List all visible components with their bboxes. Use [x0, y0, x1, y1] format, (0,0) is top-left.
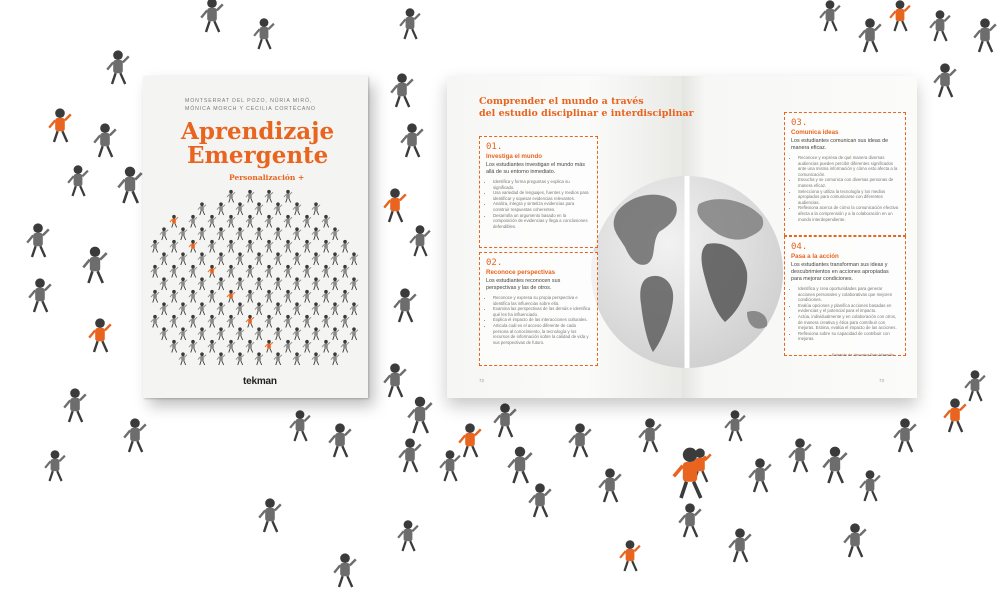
child-figure: [620, 540, 640, 571]
box-3-number: 03.: [791, 118, 808, 128]
cover-child-figure: [217, 352, 225, 365]
cover-child-figure: [312, 277, 320, 290]
cover-child-figure: [284, 265, 292, 278]
box-4-number: 04.: [791, 242, 808, 252]
cover-child-figure: [160, 252, 168, 265]
cover-child-figure: [170, 315, 178, 328]
child-figure: [334, 553, 356, 587]
box-1-item: • Identifica y forma preguntas y explica su significado.: [493, 179, 591, 190]
cover-child-figure: [170, 240, 178, 253]
cover-title-line-2: Emergente: [187, 142, 329, 169]
publisher-logo: tekman: [243, 376, 277, 387]
child-figure: [789, 438, 811, 472]
child-figure: [384, 188, 406, 222]
cover-child-figure: [341, 315, 349, 328]
cover-child-figure: [208, 290, 216, 303]
child-figure: [399, 438, 421, 472]
child-figure: [965, 370, 985, 401]
cover-child-figure: [265, 265, 273, 278]
cover-child-figure: [331, 227, 339, 240]
cover-child-figure: [179, 327, 187, 340]
child-figure: [45, 450, 65, 481]
cover-child-figure: [160, 327, 168, 340]
cover-child-figure: [179, 252, 187, 265]
cover-child-figure: [331, 327, 339, 340]
cover-child-figure: [198, 352, 206, 365]
box-1-number: 01.: [486, 142, 503, 152]
cover-child-figure: [189, 290, 197, 303]
cover-child-figure: [227, 290, 235, 303]
child-figure: [201, 0, 223, 32]
cover-child-figure: [312, 252, 320, 265]
cover-child-figure: [284, 315, 292, 328]
cover-child-figure: [322, 315, 330, 328]
cover-child-figure: [255, 227, 263, 240]
box-4-item: • Actúa, individualmente y en colaboración con otros, de manera creativa y ética para contribuir con mejoras. Estima, evalúa el impacto de las acciones.: [798, 314, 899, 331]
cover-child-figure: [236, 327, 244, 340]
box-2-list: [486, 295, 591, 345]
cover-child-figure: [208, 315, 216, 328]
open-book-spread: [447, 76, 917, 398]
spread-heading-line-1: Comprender el mundo a través: [479, 96, 644, 107]
cover-child-figure: [274, 302, 282, 315]
cover-child-figure: [227, 315, 235, 328]
cover-child-figure: [189, 340, 197, 353]
child-figure: [860, 470, 880, 501]
child-figure: [494, 403, 516, 437]
cover-child-figure: [208, 340, 216, 353]
cover-child-figure: [284, 340, 292, 353]
cover-child-figure: [293, 327, 301, 340]
child-figure: [459, 423, 481, 457]
cover-child-figure: [208, 215, 216, 228]
cover-child-figure: [246, 315, 254, 328]
cover-child-figure: [189, 315, 197, 328]
child-figure: [290, 410, 310, 441]
cover-child-figure: [303, 215, 311, 228]
child-figure: [844, 523, 866, 557]
cover-child-figure: [341, 265, 349, 278]
cover-child-figure: [274, 252, 282, 265]
cover-child-figure: [227, 190, 235, 203]
child-figure: [749, 458, 771, 492]
child-figure: [68, 165, 88, 196]
cover-child-figure: [322, 215, 330, 228]
cover-child-figure: [293, 352, 301, 365]
cover-child-figure: [341, 290, 349, 303]
cover-child-figure: [189, 265, 197, 278]
child-figure: [508, 447, 531, 483]
box-2-item: • Reconoce y expresa su propia perspectiva e identifica las influencias sobre ella.: [493, 295, 591, 306]
box-4-intro: Los estudiantes transforman sus ideas y descubrimientos en acciones apropiadas para mejorar condiciones.: [791, 262, 889, 282]
cover-child-figure: [217, 302, 225, 315]
cover-child-figure: [341, 340, 349, 353]
child-figure: [934, 63, 956, 97]
cover-child-figure: [198, 202, 206, 215]
box-1-intro: Los estudiantes investigan el mundo más allá de su entorno inmediato.: [486, 162, 585, 175]
child-figure: [29, 278, 51, 312]
cover-child-figure: [236, 227, 244, 240]
box-1-title: Investiga el mundo: [486, 153, 543, 160]
competence-box-1: [479, 136, 598, 248]
competence-box-4: [784, 236, 906, 356]
cover-child-figure: [151, 315, 159, 328]
cover-child-figure: [322, 290, 330, 303]
child-figure: [729, 528, 751, 562]
cover-child-figure: [265, 315, 273, 328]
cover-child-figure: [246, 265, 254, 278]
child-figure: [27, 223, 49, 257]
cover-title: [181, 120, 334, 168]
cover-child-figure: [151, 265, 159, 278]
child-figure: [408, 397, 431, 433]
source-credit: Extraído de Veronica Boix Mansilla: [832, 352, 894, 357]
cover-child-figure: [217, 327, 225, 340]
cover-child-figure: [227, 340, 235, 353]
cover-child-figure: [160, 277, 168, 290]
cover-child-figure: [236, 252, 244, 265]
box-2-title: Reconoce perspectivas: [486, 269, 556, 276]
box-3-item: • Selecciona y utiliza la tecnología y los medios apropiados para comunicarse con diferentes audiencias.: [798, 189, 899, 206]
cover-child-figure: [331, 352, 339, 365]
child-figure: [391, 73, 413, 107]
child-figure: [124, 418, 146, 452]
box-4-list: [791, 286, 899, 342]
cover-child-figure: [303, 265, 311, 278]
cover-child-figure: [170, 340, 178, 353]
cover-subtitle: Personalización +: [229, 173, 305, 182]
cover-child-figure: [217, 252, 225, 265]
child-figure: [254, 18, 274, 49]
child-figure: [329, 423, 351, 457]
cover-child-figure: [331, 277, 339, 290]
cover-child-figure: [293, 252, 301, 265]
cover-child-figure: [341, 240, 349, 253]
box-3-list: [791, 155, 899, 222]
cover-child-figure: [274, 352, 282, 365]
child-figure: [394, 288, 416, 322]
cover-child-figure: [350, 302, 358, 315]
competence-box-2: [479, 252, 598, 366]
box-3-title: Comunica ideas: [791, 129, 839, 136]
cover-child-figure: [217, 202, 225, 215]
cover-child-figure: [170, 290, 178, 303]
child-figure: [400, 8, 420, 39]
cover-child-figure: [350, 252, 358, 265]
cover-child-figure: [198, 252, 206, 265]
child-figure: [725, 410, 745, 441]
box-3-intro: Los estudiantes comunican sus ideas de manera eficaz.: [791, 138, 889, 151]
spread-heading: [479, 96, 699, 120]
cover-child-figure: [189, 215, 197, 228]
cover-child-figure: [274, 277, 282, 290]
cover-child-figure: [198, 302, 206, 315]
cover-child-figure: [179, 227, 187, 240]
cover-child-figure: [246, 340, 254, 353]
cover-child-figure: [274, 227, 282, 240]
cover-child-figure: [236, 277, 244, 290]
cover-child-figure: [246, 215, 254, 228]
cover-child-figure: [303, 240, 311, 253]
child-figure: [410, 225, 430, 256]
cover-child-figure: [293, 227, 301, 240]
cover-child-figure: [179, 302, 187, 315]
child-figure: [94, 123, 116, 157]
cover-child-figure: [265, 190, 273, 203]
cover-child-figure: [293, 202, 301, 215]
cover-child-figure: [350, 327, 358, 340]
child-figure: [974, 18, 996, 52]
box-2-item: • Examina las perspectivas de las demás e identifica qué les ha influenciado.: [493, 306, 591, 317]
cover-child-figure: [246, 240, 254, 253]
child-figure: [118, 167, 141, 203]
cover-child-figure: [160, 302, 168, 315]
cover-child-figure: [227, 265, 235, 278]
cover-child-figure: [265, 290, 273, 303]
child-figure: [259, 498, 281, 532]
cover-child-figure: [255, 302, 263, 315]
cover-child-figure: [189, 240, 197, 253]
cover-child-figure: [303, 315, 311, 328]
cover-child-figure: [284, 290, 292, 303]
child-figure: [83, 247, 106, 283]
cover-child-figure: [312, 327, 320, 340]
box-2-number: 02.: [486, 258, 503, 268]
child-figure: [823, 447, 846, 483]
box-3-item: • Escucha y se comunica con diversas personas de manera eficaz.: [798, 177, 899, 188]
cover-child-figure: [208, 240, 216, 253]
child-figure: [64, 388, 86, 422]
cover-child-figure: [274, 202, 282, 215]
cover-child-figure: [284, 240, 292, 253]
cover-child-figure: [179, 352, 187, 365]
cover-child-figure: [160, 227, 168, 240]
child-figure: [639, 418, 661, 452]
child-figure: [679, 503, 701, 537]
competence-box-3: [784, 112, 906, 236]
cover-child-figure: [303, 340, 311, 353]
cover-child-figure: [217, 227, 225, 240]
box-3-item: • Reflexiona acerca de cómo la comunicación efectiva afecta a la comprensión y a la colaboración en un mundo interdependiente.: [798, 205, 899, 222]
cover-child-figure: [151, 290, 159, 303]
cover-child-figure: [246, 290, 254, 303]
child-figure: [859, 18, 881, 52]
cover-authors: [185, 97, 355, 113]
cover-child-figure: [217, 277, 225, 290]
cover-child-figure: [151, 240, 159, 253]
cover-child-figure: [255, 327, 263, 340]
authors-line-2: MÓNICA MORCH Y CECILIA CORTÉCANO: [185, 106, 316, 112]
cover-child-figure: [312, 202, 320, 215]
cover-child-figure: [198, 327, 206, 340]
cover-child-figure: [255, 202, 263, 215]
child-figure: [569, 423, 591, 457]
cover-child-figure: [312, 352, 320, 365]
world-globe-illustration: [587, 172, 787, 372]
cover-child-figure: [179, 277, 187, 290]
box-3-item: • Reconoce y expresa de qué manera diversas audiencias pueden percibir diferentes significados ante una misma información y cómo esto afecta a la comunicación.: [798, 155, 899, 177]
cover-child-figure: [198, 227, 206, 240]
box-4-item: • Identifica y crea oportunidades para generar acciones personales y colaborativas que mejoren condiciones.: [798, 286, 899, 303]
cover-child-figure: [350, 277, 358, 290]
cover-child-figure: [303, 290, 311, 303]
cover-child-figure: [227, 215, 235, 228]
child-figure: [930, 10, 950, 41]
cover-child-figure: [274, 327, 282, 340]
child-figure: [89, 318, 111, 352]
cover-child-figure: [293, 302, 301, 315]
page-number-left: 72: [479, 378, 485, 383]
child-figure: [820, 0, 840, 31]
cover-child-figure: [312, 302, 320, 315]
cover-child-figure: [236, 352, 244, 365]
box-1-item: • Analiza, integra y sintetiza evidencias para construir respuestas coherentes.: [493, 201, 591, 212]
cover-child-figure: [322, 265, 330, 278]
cover-child-figure: [331, 302, 339, 315]
child-figure: [944, 398, 966, 432]
cover-child-figure: [170, 265, 178, 278]
cover-child-figure: [265, 215, 273, 228]
box-2-intro: Los estudiantes reconocen sus perspectivas y las de otros.: [486, 278, 561, 291]
cover-child-figure: [170, 215, 178, 228]
child-figure: [440, 450, 460, 481]
box-1-list: [486, 179, 591, 229]
child-figure: [599, 468, 621, 502]
cover-child-figure: [322, 340, 330, 353]
cover-child-figure: [293, 277, 301, 290]
cover-child-figure: [255, 352, 263, 365]
cover-child-figure: [322, 240, 330, 253]
authors-line-1: MONTSERRAT DEL POZO, NÚRIA MIRÓ,: [185, 98, 313, 104]
box-4-title: Pasa a la acción: [791, 253, 839, 260]
cover-child-figure: [227, 240, 235, 253]
cover-child-figure: [198, 277, 206, 290]
cover-child-figure: [208, 265, 216, 278]
cover-child-figure: [312, 227, 320, 240]
child-figure: [384, 363, 406, 397]
page-number-right: 73: [879, 378, 885, 383]
cover-child-figure: [255, 277, 263, 290]
cover-child-figure: [284, 215, 292, 228]
box-1-item: • Desarrolla un argumento basado en la composición de evidencias y llega a conclusiones defendibles.: [493, 213, 591, 230]
child-figure: [894, 418, 916, 452]
box-1-item: • Usa variedad de lenguajes, fuentes y medios para identificar y sopesar evidencias relevantes.: [493, 190, 591, 201]
cover-child-figure: [331, 252, 339, 265]
box-4-item: • Evalúa opciones y planifica acciones basadas en evidencias y el potencial para el impacto.: [798, 303, 899, 314]
book-cover: [143, 76, 368, 398]
child-figure: [890, 0, 910, 31]
child-figure: [398, 520, 418, 551]
spread-heading-line-2: del estudio disciplinar e interdisciplinar: [479, 108, 694, 119]
box-4-item: • Reflexiona sobre su capacidad de contribuir con mejoras.: [798, 331, 899, 342]
cover-child-figure: [236, 302, 244, 315]
child-figure: [107, 50, 129, 84]
cover-child-figure: [265, 240, 273, 253]
cover-title-line-1: Aprendizaje: [181, 118, 335, 145]
cover-child-figure: [265, 340, 273, 353]
cover-child-figure: [284, 190, 292, 203]
cover-child-figure: [236, 202, 244, 215]
cover-child-figure: [255, 252, 263, 265]
child-figure: [529, 483, 551, 517]
child-figure: [401, 123, 423, 157]
cover-child-figure: [246, 190, 254, 203]
child-figure: [49, 108, 71, 142]
box-2-item: • Explica el impacto de las interacciones culturales.: [493, 317, 591, 323]
box-2-item: • Articula cuál es el acceso diferente de cada persona al conocimiento, la tecnología y los recursos de información sobre la calidad de vida y sus perspectivas de futuro.: [493, 323, 591, 345]
